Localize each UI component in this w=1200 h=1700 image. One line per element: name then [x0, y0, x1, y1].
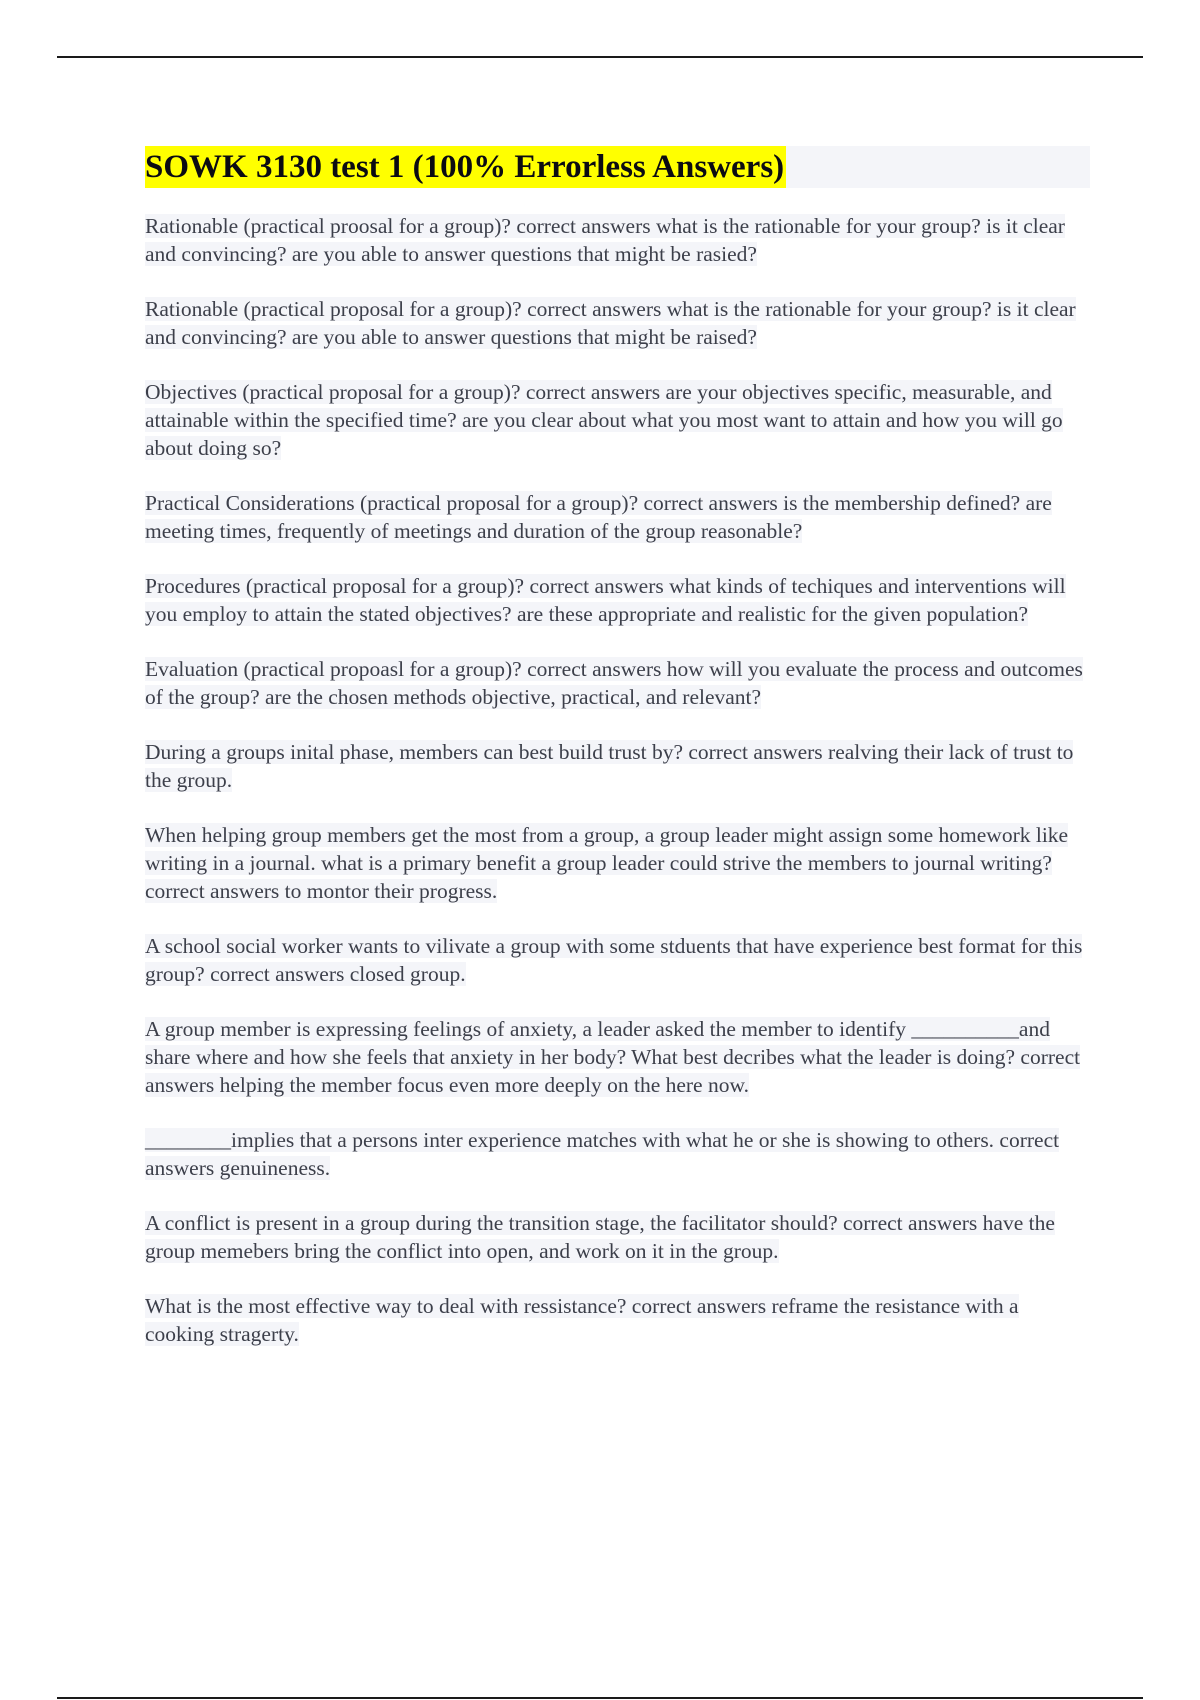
qa-item-6: Evaluation (practical propoasl for a group)? correct answers how will you evaluate the process and outcomes of the group? are the chosen methods objective, practical, and relevant?: [145, 657, 1083, 709]
bottom-rule: [57, 1697, 1143, 1699]
qa-item-10: A group member is expressing feelings of anxiety, a leader asked the member to identify __________and share where and how she feels that anxiety in her body? What best decribes what the leader is doing? correct answers helping the member focus even more deeply on the here now.: [145, 1017, 1081, 1097]
qa-item-13: What is the most effective way to deal with ressistance? correct answers reframe the resistance with a cooking stragerty.: [145, 1294, 1019, 1346]
qa-item-12: A conflict is present in a group during the transition stage, the facilitator should? correct answers have the group memebers bring the conflict into open, and work on it in the group.: [145, 1211, 1055, 1263]
qa-item-11: ________implies that a persons inter experience matches with what he or she is showing to others. correct answers genuineness.: [145, 1128, 1060, 1180]
title-row: [145, 146, 1090, 188]
qa-item-7: During a groups inital phase, members can best build trust by? correct answers realving their lack of trust to the group.: [145, 740, 1074, 792]
qa-item-4: Practical Considerations (practical proposal for a group)? correct answers is the membership defined? are meeting times, frequently of meetings and duration of the group reasonable?: [145, 491, 1052, 543]
document-body: [145, 146, 1090, 1375]
top-rule: [57, 56, 1143, 58]
qa-item-8: When helping group members get the most from a group, a group leader might assign some homework like writing in a journal. what is a primary benefit a group leader could strive the members to journal writing? correct answers to montor their progress.: [145, 823, 1069, 903]
qa-item-1: Rationable (practical proosal for a group)? correct answers what is the rationable for your group? is it clear and convincing? are you able to answer questions that might be rasied?: [145, 214, 1065, 266]
qa-item-5: Procedures (practical proposal for a group)? correct answers what kinds of techiques and interventions will you employ to attain the stated objectives? are these appropriate and realistic for the given population?: [145, 574, 1066, 626]
qa-item-2: Rationable (practical proposal for a group)? correct answers what is the rationable for your group? is it clear and convincing? are you able to answer questions that might be raised?: [145, 297, 1076, 349]
document-title: SOWK 3130 test 1 (100% Errorless Answers): [145, 146, 786, 188]
qa-item-3: Objectives (practical proposal for a group)? correct answers are your objectives specific, measurable, and attainable within the specified time? are you clear about what you most want to attain and how you will go about doing so?: [145, 380, 1063, 460]
qa-item-9: A school social worker wants to vilivate a group with some stduents that have experience best format for this group? correct answers closed group.: [145, 934, 1083, 986]
